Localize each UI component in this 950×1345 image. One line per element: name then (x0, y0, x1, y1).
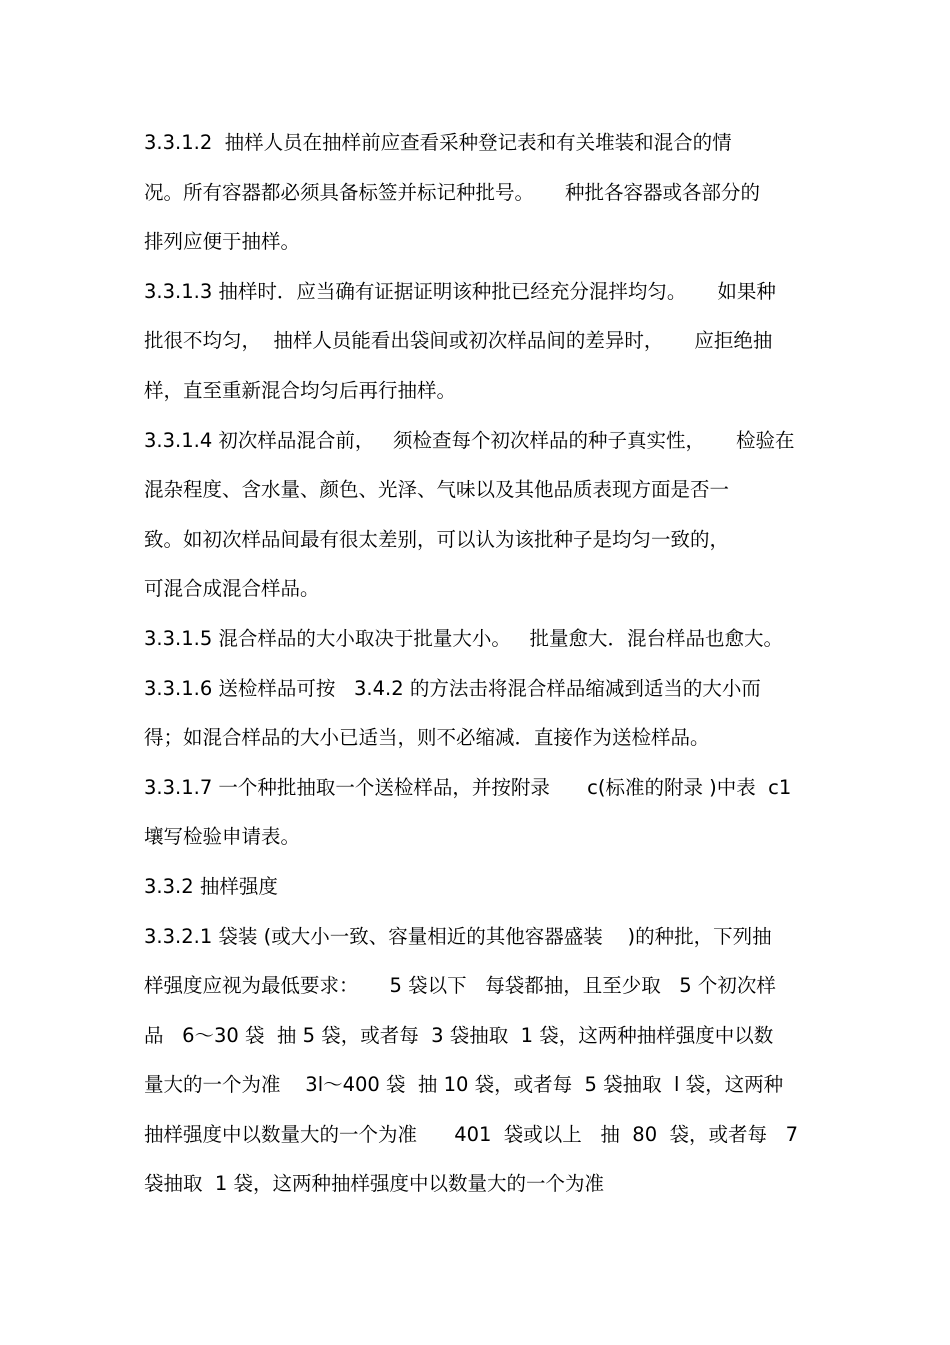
text-line-5: 批很不均匀， 抽样人员能看出袋间或初次样品间的差异时， 应拒绝抽 (144, 329, 773, 353)
text-line-15: 壤写检验申请表。 (144, 825, 301, 849)
text-line-2: 况。所有容器都必须具备标签并标记种批号。 种批各容器或各部分的 (144, 180, 760, 204)
text-line-12: 3.3.1.6 送检样品可按 3.4.2 的方法击将混合样品缩减到适当的大小而 (144, 676, 761, 700)
text-line-6: 样，直至重新混合均匀后再行抽样。 (144, 378, 457, 402)
text-line-1: 3.3.1.2 抽样人员在抽样前应查看采种登记表和有关堆装和混合的情 (144, 131, 732, 154)
text-line-19: 品 6～30 袋 抽 5 袋，或者每 3 袋抽取 1 袋，这两种抽样强度中以数 (144, 1023, 774, 1047)
text-line-7: 3.3.1.4 初次样品混合前， 须检查每个初次样品的种子真实性， 检验在 (144, 428, 795, 452)
text-line-11: 3.3.1.5 混合样品的大小取决于批量大小。 批量愈大．混台样品也愈大。 (144, 626, 784, 650)
text-line-18: 样强度应视为最低要求： 5 袋以下 每袋都抽，且至少取 5 个初次样 (144, 974, 776, 998)
text-line-16: 3.3.2 抽样强度 (144, 874, 278, 898)
text-line-21: 抽样强度中以数量大的一个为准 401 袋或以上 抽 80 袋，或者每 7 (144, 1122, 799, 1146)
text-line-8: 混杂程度、含水量、颜色、光泽、气味以及其他品质表现方面是否一 (144, 478, 730, 502)
text-line-22: 袋抽取 1 袋，这两种抽样强度中以数量大的一个为准 (144, 1172, 605, 1196)
text-line-3: 排列应便于抽样。 (144, 230, 301, 254)
text-line-14: 3.3.1.7 一个种批抽取一个送检样品，并按附录 c(标准的附录 )中表 c1 (144, 775, 792, 799)
text-line-9: 致。如初次样品间最有很太差别，可以认为该批种子是均匀一致的， (144, 527, 730, 551)
text-line-13: 得；如混合样品的大小已适当，则不必缩减．直接作为送检样品。 (144, 726, 710, 750)
text-line-10: 可混合成混合样品。 (144, 577, 320, 601)
text-line-4: 3.3.1.3 抽样时．应当确有证据证明该种批已经充分混拌均匀。 如果种 (144, 279, 776, 303)
document-body (144, 118, 824, 1209)
text-line-20: 量大的一个为准 3l～400 袋 抽 10 袋，或者每 5 袋抽取 l 袋，这两种 (144, 1073, 784, 1097)
text-line-17: 3.3.2.1 袋装 (或大小一致、容量相近的其他容器盛装 )的种批，下列抽 (144, 924, 772, 948)
